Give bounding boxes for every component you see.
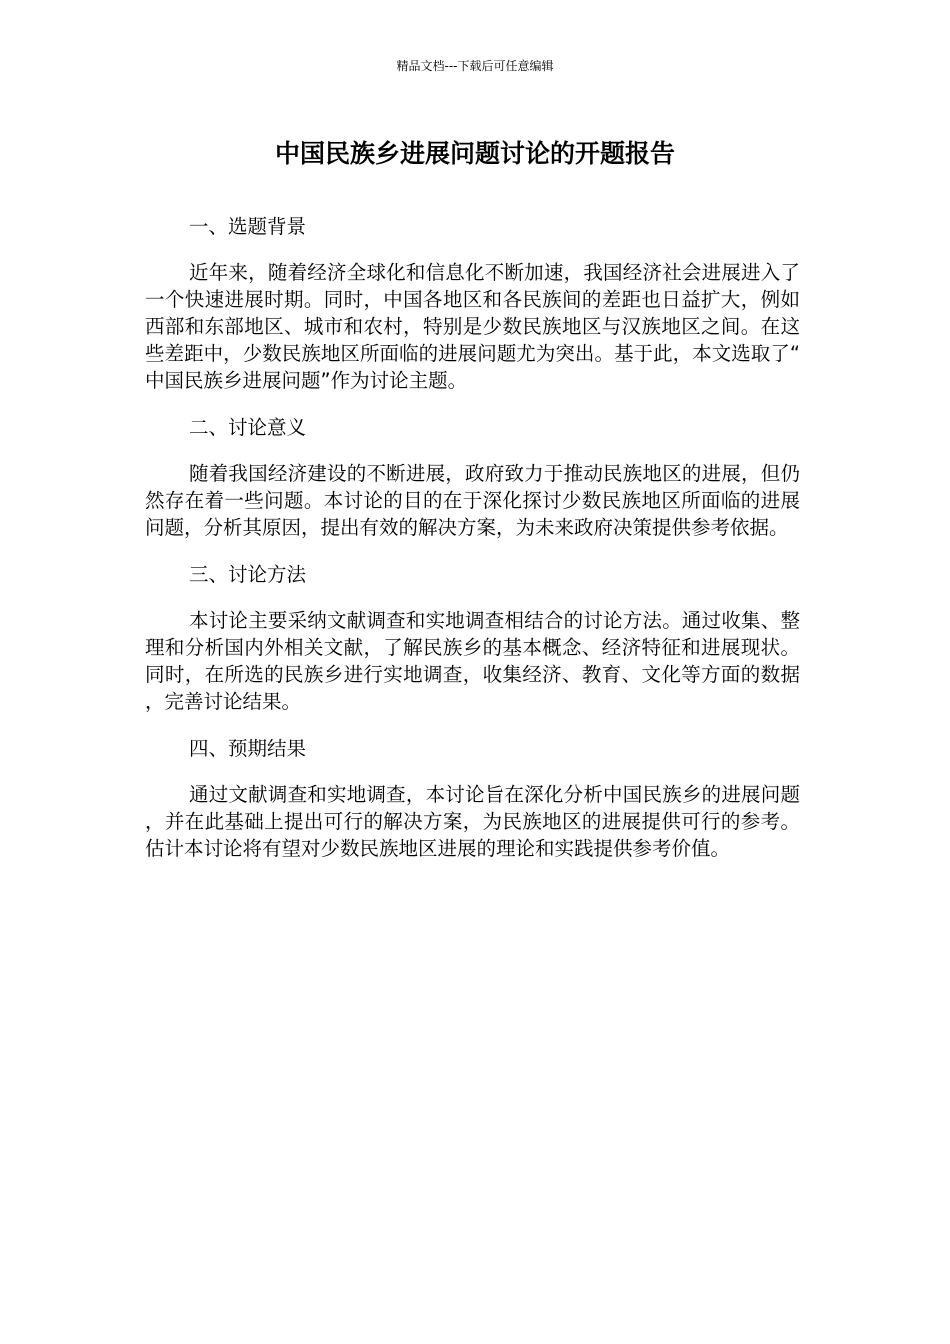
section-heading-significance: 二、讨论意义 [189,416,307,439]
section-paragraph-significance: 随着我国经济建设的不断进展，政府致力于推动民族地区的进展，但仍然存在着一些问题。本讨论的目的在于深化探讨少数民族地区所面临的进展问题，分析其原因，提出有效的解决方案，为未来政府决策提供参考依据。 [145,462,800,539]
section-heading-expected-results: 四、预期结果 [189,737,307,760]
page-header: 精品文档---下载后可任意编辑 [396,59,554,73]
document-title: 中国民族乡进展问题讨论的开题报告 [274,139,675,168]
section-paragraph-method: 本讨论主要采纳文献调查和实地调查相结合的讨论方法。通过收集、整理和分析国内外相关文献，了解民族乡的基本概念、经济特征和进展现状。同时，在所选的民族乡进行实地调查，收集经济、教育、文化等方面的数据，完善讨论结果。 [145,609,800,713]
document-body [145,213,800,882]
section-paragraph-background: 近年来，随着经济全球化和信息化不断加速，我国经济社会进展进入了一个快速进展时期。同时，中国各地区和各民族间的差距也日益扩大，例如西部和东部地区、城市和农村，特别是少数民族地区与汉族地区之间。在这些差距中，少数民族地区所面临的进展问题尤为突出。基于此，本文选取了“中国民族乡进展问题”作为讨论主题。 [145,261,800,392]
section-heading-method: 三、讨论方法 [189,563,307,586]
section-paragraph-expected-results: 通过文献调查和实地调查，本讨论旨在深化分析中国民族乡的进展问题，并在此基础上提出可行的解决方案，为民族地区的进展提供可行的参考。估计本讨论将有望对少数民族地区进展的理论和实践提供参考价值。 [145,783,800,860]
section-heading-background: 一、选题背景 [189,215,307,238]
